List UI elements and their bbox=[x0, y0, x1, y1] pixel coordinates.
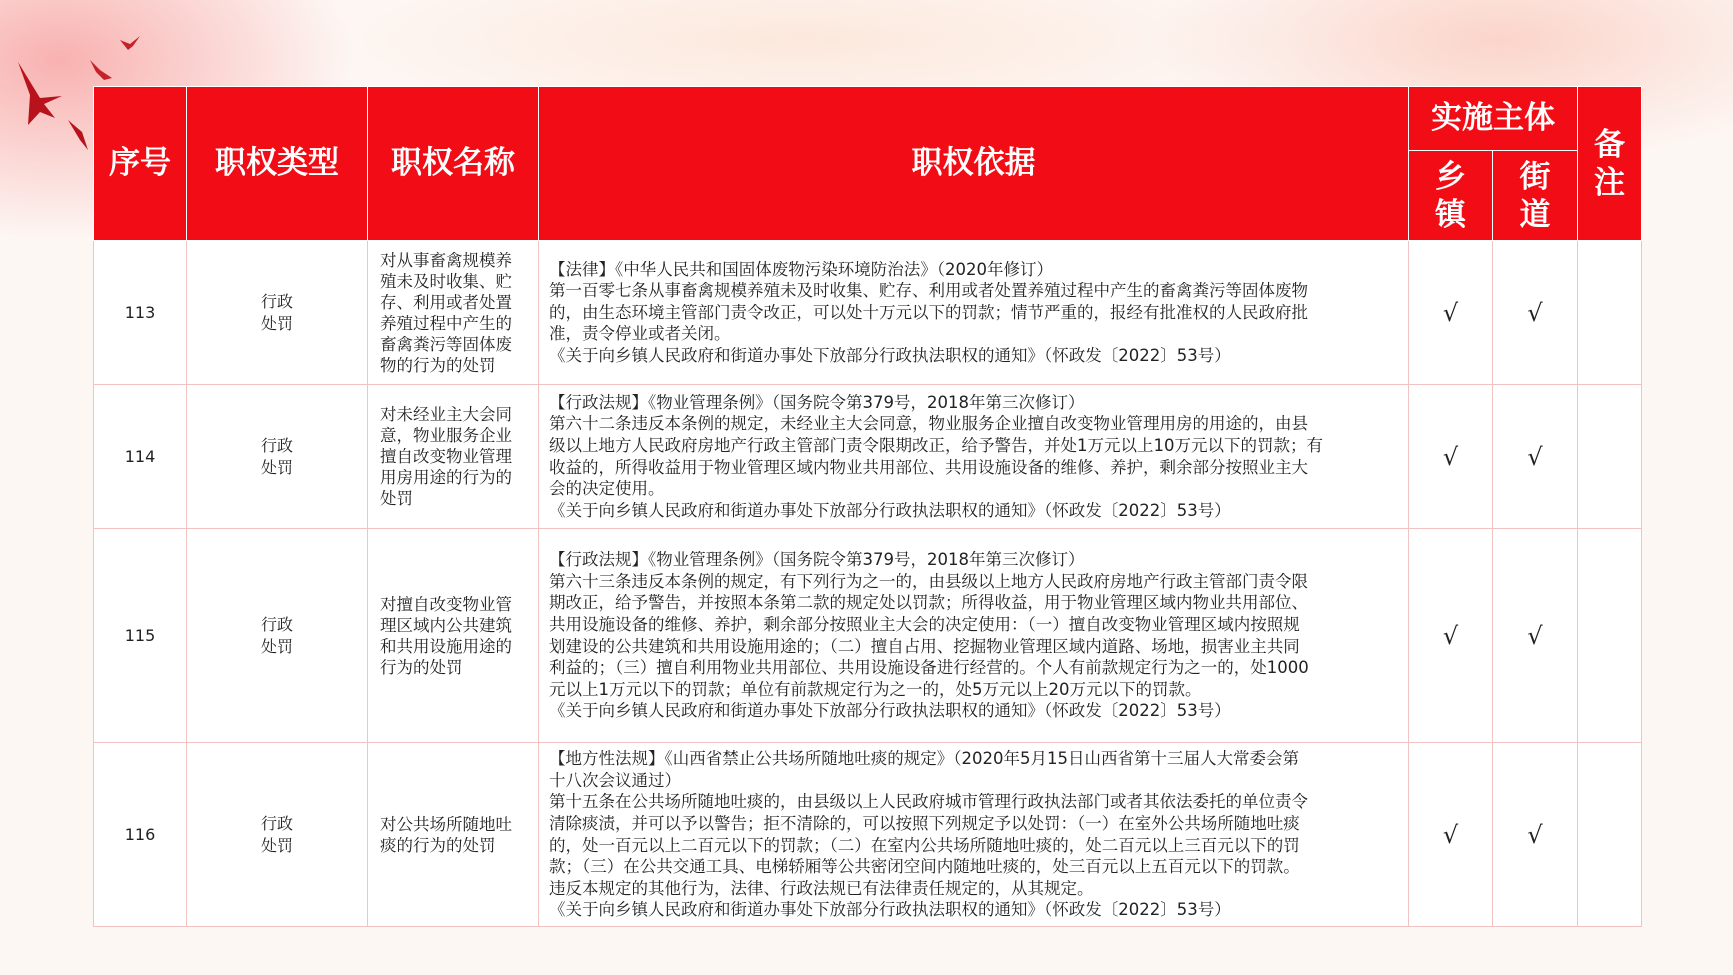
bird-icon bbox=[120, 36, 140, 50]
table-row bbox=[94, 529, 1642, 743]
row-seq: 115 bbox=[94, 529, 187, 743]
row-type: 行政 处罚 bbox=[187, 743, 368, 927]
row-seq: 116 bbox=[94, 743, 187, 927]
row-remarks bbox=[1578, 529, 1642, 743]
row-seq: 114 bbox=[94, 385, 187, 529]
bird-icon bbox=[90, 60, 112, 80]
header-township: 乡 镇 bbox=[1409, 151, 1493, 241]
row-township-check: √ bbox=[1409, 385, 1493, 529]
row-name: 对未经业主大会同 意，物业服务企业 擅自改变物业管理 用房用途的行为的 处罚 bbox=[368, 385, 539, 529]
row-seq: 113 bbox=[94, 241, 187, 385]
bird-icon bbox=[18, 62, 62, 125]
row-type: 行政 处罚 bbox=[187, 385, 368, 529]
row-name: 对从事畜禽规模养 殖未及时收集、贮 存、利用或者处置 养殖过程中产生的 畜禽粪污等固体废 物的行为的处罚 bbox=[368, 241, 539, 385]
header-remarks: 备 注 bbox=[1578, 87, 1642, 241]
row-township-check: √ bbox=[1409, 743, 1493, 927]
row-type: 行政 处罚 bbox=[187, 529, 368, 743]
row-street-check: √ bbox=[1493, 743, 1578, 927]
row-type: 行政 处罚 bbox=[187, 241, 368, 385]
row-remarks bbox=[1578, 241, 1642, 385]
table-row bbox=[94, 743, 1642, 927]
bird-icon bbox=[68, 120, 88, 150]
row-street-check: √ bbox=[1493, 385, 1578, 529]
header-name: 职权名称 bbox=[368, 87, 539, 241]
row-remarks bbox=[1578, 385, 1642, 529]
header-street: 街 道 bbox=[1493, 151, 1578, 241]
header-basis: 职权依据 bbox=[539, 87, 1409, 241]
row-remarks bbox=[1578, 743, 1642, 927]
row-name: 对擅自改变物业管 理区域内公共建筑 和共用设施用途的 行为的处罚 bbox=[368, 529, 539, 743]
row-township-check: √ bbox=[1409, 241, 1493, 385]
row-basis: 【法律】《中华人民共和国固体废物污染环境防治法》（2020年修订） 第一百零七条从事畜禽规模养殖未及时收集、贮存、利用或者处置养殖过程中产生的畜禽粪污等固体废物 的，由生态环境主管部门责令改正，可以处十万元以下的罚款；情节严重的，报经有批准权的人民政府批 准，责令停业或者关闭。 《关于向乡镇人民政府和街道办事处下放部分行政执法职权的通知》（怀政发〔2022〕53号） bbox=[539, 241, 1409, 385]
row-street-check: √ bbox=[1493, 529, 1578, 743]
header-type: 职权类型 bbox=[187, 87, 368, 241]
row-basis: 【行政法规】《物业管理条例》（国务院令第379号，2018年第三次修订） 第六十二条违反本条例的规定，未经业主大会同意，物业服务企业擅自改变物业管理用房的用途的，由县 级以上地方人民政府房地产行政主管部门责令限期改正，给予警告，并处1万元以上10万元以下的罚款；有 收益的，所得收益用于物业管理区域内物业共用部位、共用设施设备的维修、养护，剩余部分按照业主大 会的决定使用。 《关于向乡镇人民政府和街道办事处下放部分行政执法职权的通知》（怀政发〔2022〕53号） bbox=[539, 385, 1409, 529]
authority-table bbox=[93, 86, 1642, 927]
row-street-check: √ bbox=[1493, 241, 1578, 385]
row-township-check: √ bbox=[1409, 529, 1493, 743]
table-row bbox=[94, 241, 1642, 385]
table-row bbox=[94, 385, 1642, 529]
header-seq: 序号 bbox=[94, 87, 187, 241]
authority-table-container bbox=[93, 86, 1641, 927]
row-name: 对公共场所随地吐 痰的行为的处罚 bbox=[368, 743, 539, 927]
row-basis: 【行政法规】《物业管理条例》（国务院令第379号，2018年第三次修订） 第六十三条违反本条例的规定，有下列行为之一的，由县级以上地方人民政府房地产行政主管部门责令限 期改正，给予警告，并按照本条第二款的规定处以罚款；所得收益，用于物业管理区域内物业共用部位、 共用设施设备的维修、养护，剩余部分按照业主大会的决定使用：（一）擅自改变物业管理区域内按照规 划建设的公共建筑和共用设施用途的；（二）擅自占用、挖掘物业管理区域内道路、场地，损害业主共同 利益的；（三）擅自利用物业共用部位、共用设施设备进行经营的。个人有前款规定行为之一的，处1000 元以上1万元以下的罚款；单位有前款规定行为之一的，处5万元以上20万元以下的罚款。 《关于向乡镇人民政府和街道办事处下放部分行政执法职权的通知》（怀政发〔2022〕53号） bbox=[539, 529, 1409, 743]
row-basis: 【地方性法规】《山西省禁止公共场所随地吐痰的规定》（2020年5月15日山西省第十三届人大常委会第 十八次会议通过） 第十五条在公共场所随地吐痰的，由县级以上人民政府城市管理行政执法部门或者其依法委托的单位责令 清除痰渍，并可以予以警告；拒不清除的，可以按照下列规定予以处罚：（一）在室外公共场所随地吐痰 的，处一百元以上二百元以下的罚款；（二）在室内公共场所随地吐痰的，处二百元以上三百元以下的罚 款；（三）在公共交通工具、电梯轿厢等公共密闭空间内随地吐痰的，处三百元以上五百元以下的罚款。 违反本规定的其他行为，法律、行政法规已有法律责任规定的，从其规定。 《关于向乡镇人民政府和街道办事处下放部分行政执法职权的通知》（怀政发〔2022〕53号） bbox=[539, 743, 1409, 927]
header-subject: 实施主体 bbox=[1409, 87, 1578, 151]
